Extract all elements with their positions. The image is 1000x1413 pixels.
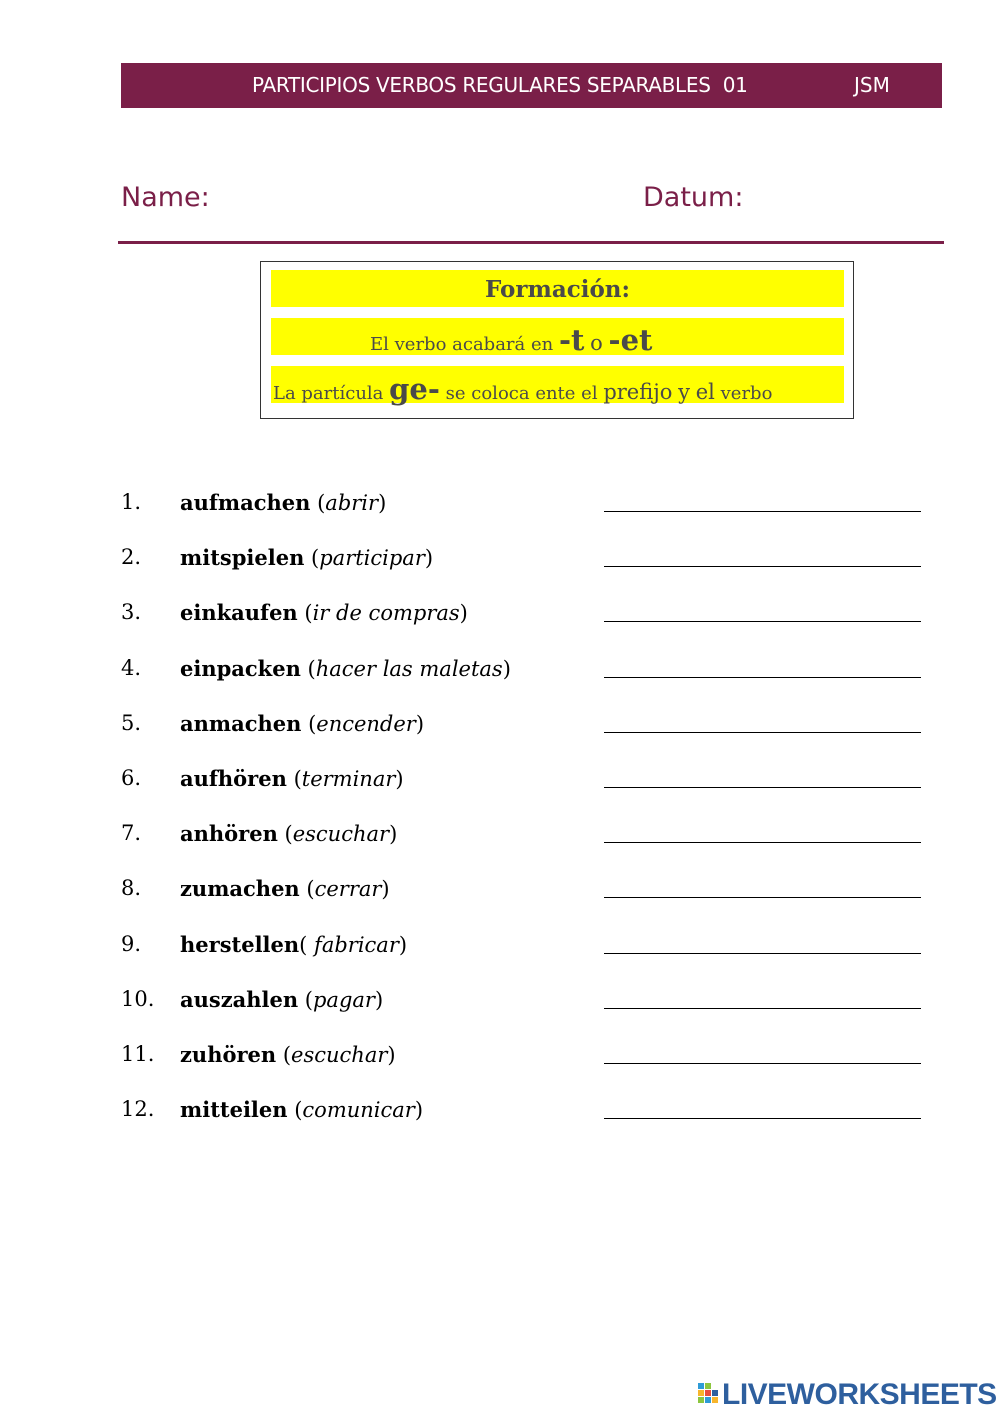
close-paren: )	[415, 712, 425, 736]
answer-blank[interactable]	[604, 566, 921, 567]
rule-ending-or: o	[590, 331, 603, 355]
open-paren: (	[287, 1098, 303, 1122]
verb-infinitive: herstellen	[180, 932, 300, 957]
exercise-prompt	[180, 711, 424, 736]
rule-line-particle	[271, 366, 844, 406]
verb-meaning: escuchar	[292, 822, 390, 846]
open-paren: (	[299, 933, 315, 957]
rule-particle-prefix: La partícula	[273, 383, 384, 404]
title-banner	[121, 63, 942, 108]
rule-particle-middle: se coloca ente el	[445, 383, 598, 404]
exercise-row	[121, 545, 921, 575]
exercise-row	[121, 600, 921, 630]
answer-blank[interactable]	[604, 621, 921, 622]
rule-particle-prefijo: prefijo	[603, 380, 673, 404]
rule-ending-t: -t	[558, 323, 585, 357]
verb-infinitive: zumachen	[180, 876, 300, 901]
rule-particle-verbo: verbo	[720, 383, 773, 404]
verb-meaning: encender	[316, 712, 416, 736]
verb-meaning: pagar	[312, 988, 375, 1012]
answer-blank[interactable]	[604, 732, 921, 733]
close-paren: )	[398, 933, 408, 957]
verb-infinitive: einpacken	[180, 656, 301, 681]
rule-particle-y: y	[678, 380, 690, 404]
exercise-row	[121, 821, 921, 851]
exercise-number: 9.	[121, 932, 142, 956]
answer-blank[interactable]	[604, 953, 921, 954]
rule-particle-ge: ge-	[389, 372, 440, 406]
verb-infinitive: auszahlen	[180, 987, 299, 1012]
exercise-row	[121, 932, 921, 962]
exercise-row	[121, 711, 921, 741]
verb-meaning: fabricar	[314, 933, 399, 957]
exercise-prompt	[180, 600, 468, 625]
exercise-prompt	[180, 821, 397, 846]
close-paren: )	[414, 1098, 424, 1122]
open-paren: (	[286, 767, 302, 791]
exercise-number: 10.	[121, 987, 155, 1011]
close-paren: )	[381, 877, 390, 901]
exercise-number: 3.	[121, 600, 142, 624]
verb-infinitive: zuhören	[180, 1042, 277, 1067]
open-paren: (	[277, 822, 293, 846]
rule-heading: Formación:	[271, 270, 844, 307]
close-paren: )	[395, 767, 404, 791]
close-paren: )	[502, 657, 511, 681]
exercise-prompt	[180, 490, 386, 515]
rule-particle-el: el	[695, 380, 715, 404]
open-paren: (	[300, 657, 316, 681]
exercise-prompt	[180, 1042, 396, 1067]
exercise-number: 8.	[121, 876, 142, 900]
verb-infinitive: anhören	[180, 821, 278, 846]
author-initials: JSM	[854, 73, 890, 97]
formation-rule-box	[260, 261, 854, 419]
verb-infinitive: mitteilen	[180, 1097, 288, 1122]
answer-blank[interactable]	[604, 787, 921, 788]
exercise-number: 5.	[121, 711, 142, 735]
verb-meaning: participar	[319, 546, 425, 570]
rule-ending-prefix: El verbo acabará en	[370, 334, 554, 355]
close-paren: )	[389, 822, 398, 846]
verb-infinitive: mitspielen	[180, 545, 305, 570]
open-paren: (	[297, 601, 313, 625]
verb-infinitive: aufmachen	[180, 490, 311, 515]
open-paren: (	[310, 491, 326, 515]
exercise-row	[121, 876, 921, 906]
exercise-number: 7.	[121, 821, 142, 845]
open-paren: (	[301, 712, 317, 736]
close-paren: )	[374, 988, 384, 1012]
answer-blank[interactable]	[604, 1063, 921, 1064]
exercise-row	[121, 766, 921, 796]
liveworksheets-logo-icon	[697, 1381, 721, 1405]
exercise-row	[121, 1097, 921, 1127]
open-paren: (	[299, 877, 315, 901]
exercise-prompt	[180, 932, 407, 957]
liveworksheets-brand: LIVEWORKSHEETS	[722, 1378, 997, 1411]
worksheet-title: PARTICIPIOS VERBOS REGULARES SEPARABLES 01	[252, 73, 748, 97]
answer-blank[interactable]	[604, 897, 921, 898]
exercise-number: 1.	[121, 490, 142, 514]
verb-infinitive: einkaufen	[180, 600, 298, 625]
rule-ending-et: -et	[608, 323, 653, 357]
exercise-row	[121, 1042, 921, 1072]
exercise-number: 12.	[121, 1097, 155, 1121]
exercise-row	[121, 490, 921, 520]
close-paren: )	[387, 1043, 396, 1067]
exercise-row	[121, 987, 921, 1017]
header-divider	[118, 241, 944, 244]
verb-meaning: cerrar	[314, 877, 382, 901]
exercise-prompt	[180, 766, 404, 791]
open-paren: (	[304, 546, 320, 570]
exercise-number: 2.	[121, 545, 142, 569]
close-paren: )	[459, 601, 468, 625]
verb-meaning: escuchar	[291, 1043, 388, 1067]
exercise-prompt	[180, 1097, 423, 1122]
exercise-number: 11.	[121, 1042, 155, 1066]
verb-meaning: ir de compras	[312, 601, 460, 625]
answer-blank[interactable]	[604, 1118, 921, 1119]
date-label: Datum:	[643, 182, 744, 213]
open-paren: (	[298, 988, 313, 1012]
verb-meaning: hacer las maletas	[315, 657, 503, 681]
verb-meaning: abrir	[325, 491, 379, 515]
answer-blank[interactable]	[604, 1008, 921, 1009]
verb-meaning: comunicar	[302, 1098, 415, 1122]
open-paren: (	[276, 1043, 292, 1067]
verb-infinitive: anmachen	[180, 711, 302, 736]
exercise-prompt	[180, 656, 511, 681]
exercise-row	[121, 656, 921, 686]
rule-line-ending	[271, 318, 844, 355]
exercise-prompt	[180, 987, 383, 1012]
name-label: Name:	[121, 182, 210, 213]
answer-blank[interactable]	[604, 677, 921, 678]
verb-meaning: terminar	[301, 767, 396, 791]
exercise-number: 4.	[121, 656, 142, 680]
answer-blank[interactable]	[604, 842, 921, 843]
exercise-prompt	[180, 876, 390, 901]
answer-blank[interactable]	[604, 511, 921, 512]
verb-infinitive: aufhören	[180, 766, 287, 791]
exercise-number: 6.	[121, 766, 142, 790]
close-paren: )	[378, 491, 387, 515]
close-paren: )	[424, 546, 434, 570]
exercise-prompt	[180, 545, 433, 570]
